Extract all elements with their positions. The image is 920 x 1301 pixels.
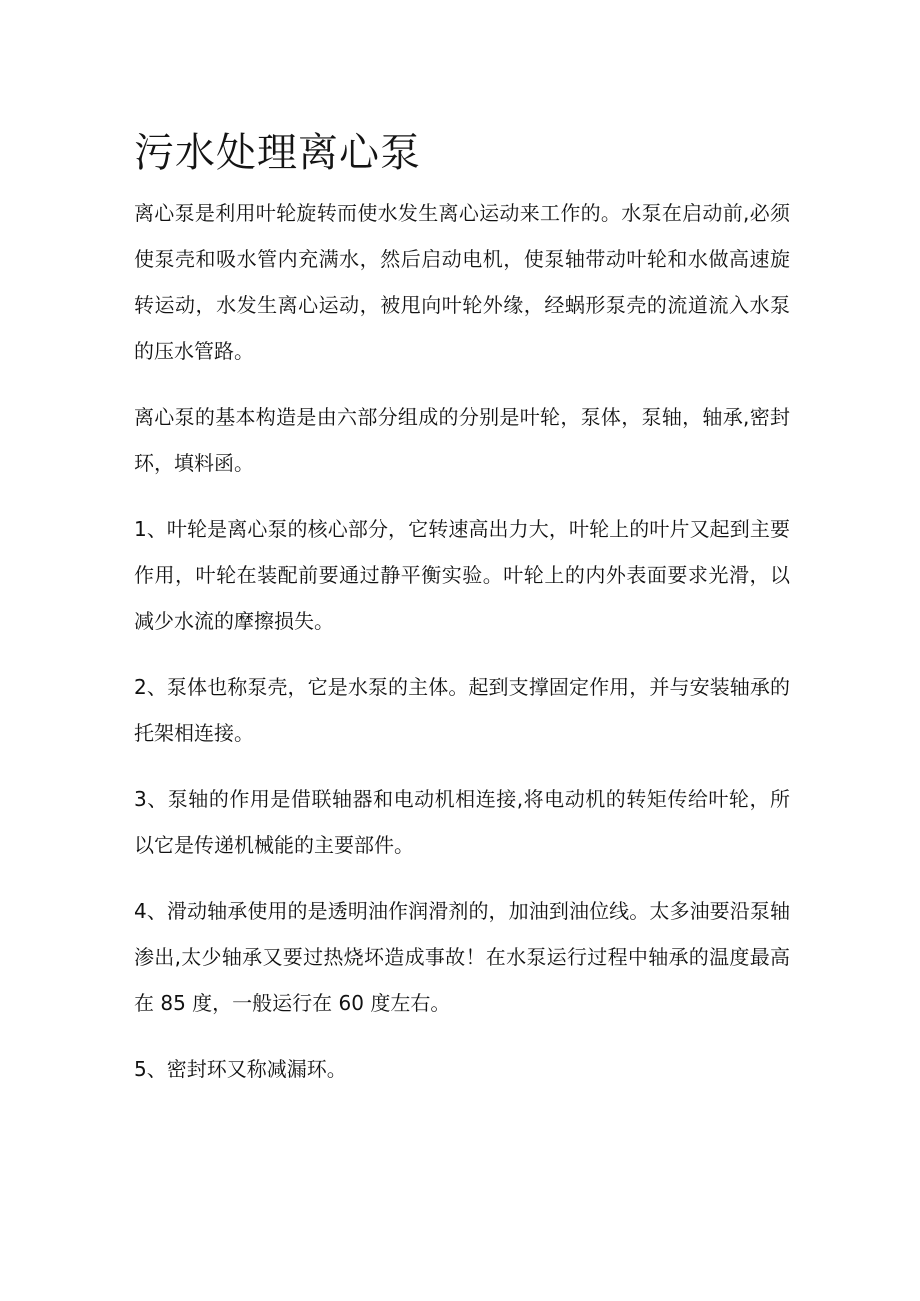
paragraph-intro: 离心泵是利用叶轮旋转而使水发生离心运动来工作的。水泵在启动前,必须使泵壳和吸水管内充满水，然后启动电机，使泵轴带动叶轮和水做高速旋转运动，水发生离心运动，被甩向叶轮外缘，经蜗形泵壳的流道流入水泵的压水管路。	[134, 201, 790, 363]
paragraph-structure: 离心泵的基本构造是由六部分组成的分别是叶轮，泵体，泵轴，轴承,密封环，填料函。	[134, 405, 790, 475]
document-body	[134, 124, 790, 1092]
document-title: 污水处理离心泵	[134, 130, 421, 176]
paragraph-pump-shaft: 3、泵轴的作用是借联轴器和电动机相连接,将电动机的转矩传给叶轮，所以它是传递机械能的主要部件。	[134, 787, 790, 857]
paragraph-bearing: 4、滑动轴承使用的是透明油作润滑剂的，加油到油位线。太多油要沿泵轴渗出,太少轴承又要过热烧坏造成事故！在水泵运行过程中轴承的温度最高在 85 度，一般运行在 60 度左右。	[134, 899, 790, 1015]
paragraph-pump-body: 2、泵体也称泵壳，它是水泵的主体。起到支撑固定作用，并与安装轴承的托架相连接。	[134, 675, 790, 745]
paragraph-seal-ring: 5、密封环又称减漏环。	[134, 1057, 347, 1081]
paragraph-impeller: 1、叶轮是离心泵的核心部分，它转速高出力大，叶轮上的叶片又起到主要作用，叶轮在装配前要通过静平衡实验。叶轮上的内外表面要求光滑，以减少水流的摩擦损失。	[134, 517, 790, 633]
